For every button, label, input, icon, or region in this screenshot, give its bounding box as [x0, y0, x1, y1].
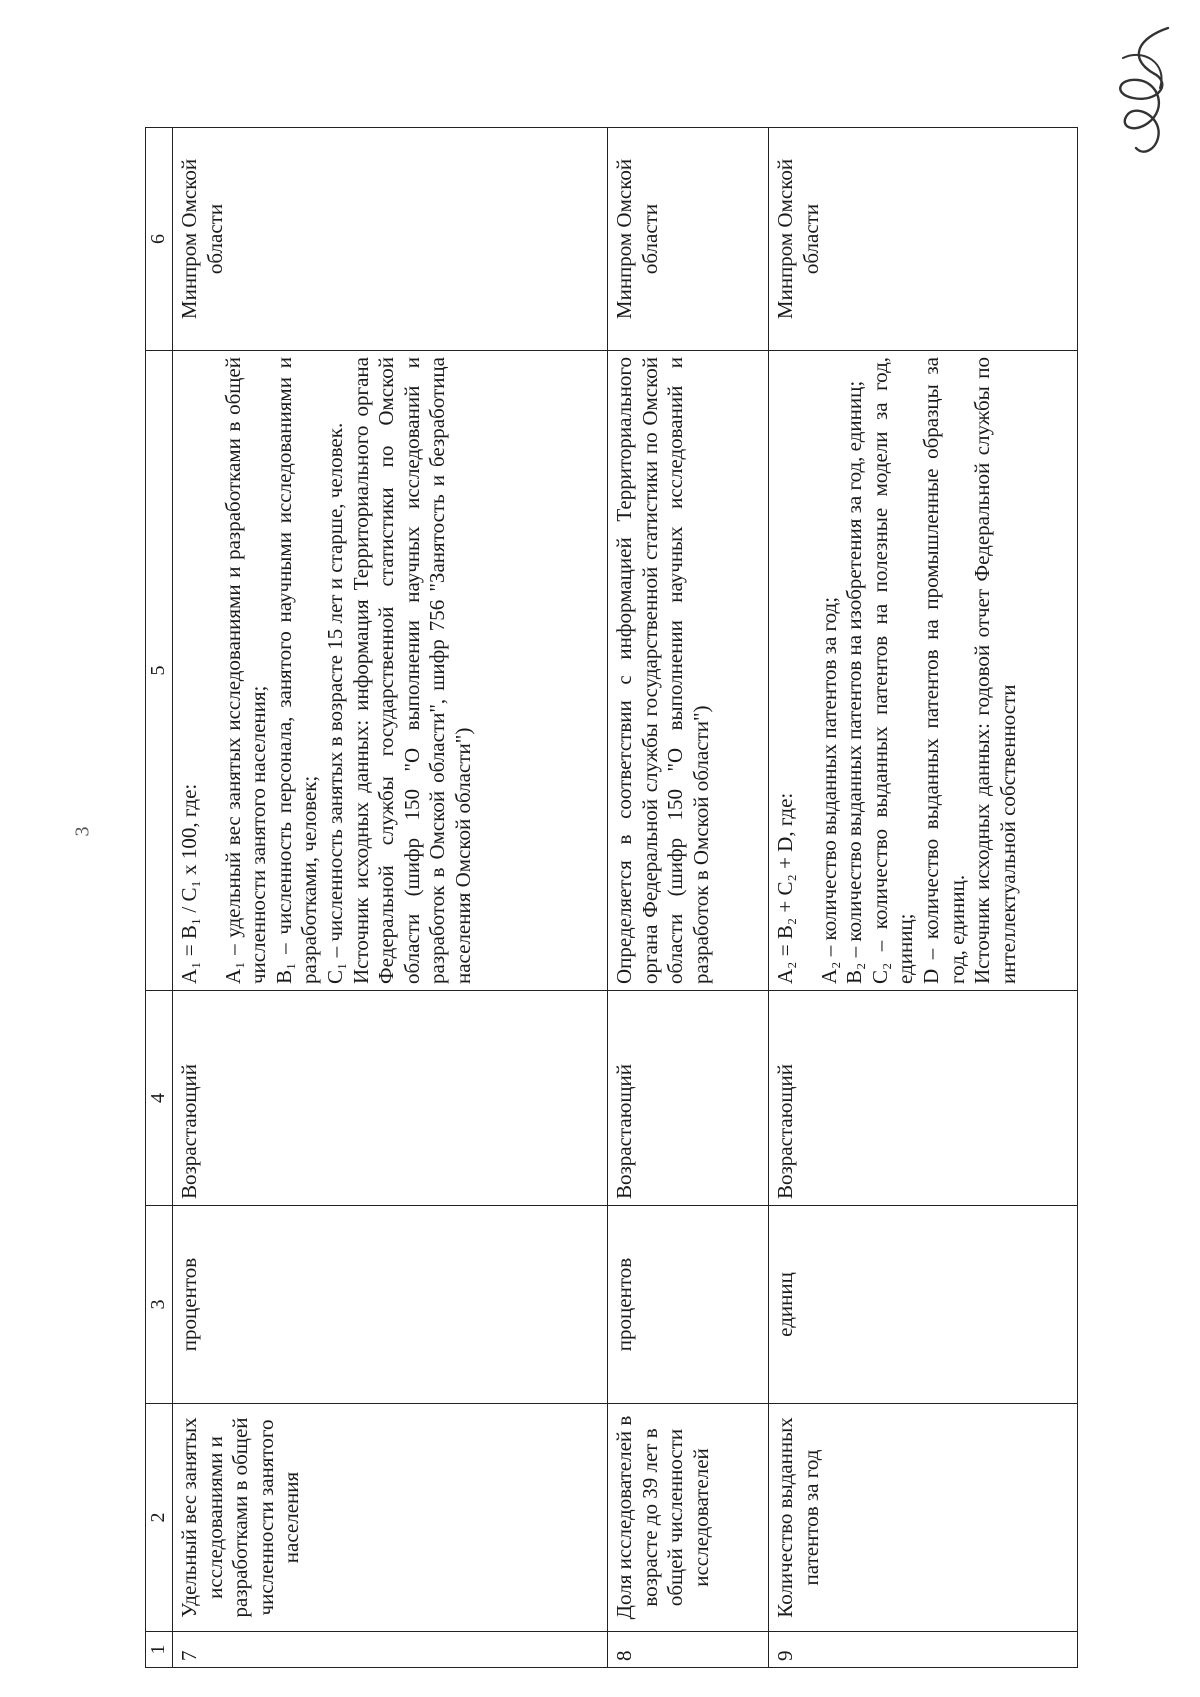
row-number: 7: [173, 1632, 608, 1668]
formula: A₁ = B₁ / C₁ x 100, где:: [177, 783, 201, 984]
definition: D – количество выданных патентов на промышленные образцы за год, единиц.: [919, 357, 969, 984]
indicator-name: Доля исследователей в возрасте до 39 лет в общей численности исследователей: [608, 1404, 769, 1632]
header-col-2: 2: [146, 1404, 173, 1632]
responsible-body: Минпром Омской области: [608, 128, 769, 351]
table-row: [173, 128, 608, 1668]
row-number: 9: [769, 1632, 1078, 1668]
header-col-6: 6: [146, 128, 173, 351]
definition: B₂ – количество выданных патентов на изобретения за год, единиц;: [842, 380, 867, 984]
header-col-1: 1: [146, 1632, 173, 1668]
definition: B₁ – численность персонала, занятого научными исследованиями и разработками, человек;: [271, 357, 322, 984]
header-col-4: 4: [146, 991, 173, 1206]
definition: C₂ – количество выданных патентов на полезные модели за год, единиц;: [867, 357, 918, 984]
header-col-5: 5: [146, 351, 173, 991]
direction: Возрастающий: [769, 991, 1078, 1206]
page-number: 3: [71, 826, 94, 837]
indicators-table: [145, 127, 1078, 1668]
calculation-method: [173, 351, 608, 991]
handwritten-signature: [1098, 18, 1190, 168]
indicator-name: Количество выданных патентов за год: [769, 1404, 1078, 1632]
responsible-body: Минпром Омской области: [769, 128, 1078, 351]
definition: Определяется в соответствии с информацией Территориального органа Федеральной службы государственной статистики по Омской области (шифр 150 "О выполнении научных исследований и разработок в Омской области"): [612, 357, 713, 984]
direction: Возрастающий: [608, 991, 769, 1206]
calculation-method: [608, 351, 769, 991]
data-source: Источник исходных данных: годовой отчет Федеральной службы по интеллектуальной собственности: [970, 357, 1020, 984]
data-source: Источник исходных данных: информация Территориального органа Федеральной службы государственной статистики по Омской области (шифр 150 "О выполнении научных исследований и разработок в Омской области", шифр 756 "Занятость и безработица населения Омской области"): [348, 357, 476, 984]
header-col-3: 3: [146, 1206, 173, 1404]
table-row: [608, 128, 769, 1668]
direction: Возрастающий: [173, 991, 608, 1206]
definition: A₂ – количество выданных патентов за год;: [816, 596, 841, 984]
unit: процентов: [608, 1206, 769, 1404]
unit: процентов: [173, 1206, 608, 1404]
responsible-body: Минпром Омской области: [173, 128, 608, 351]
indicator-name: Удельный вес занятых исследованиями и разработками в общей численности занятого населения: [173, 1404, 608, 1632]
unit: единиц: [769, 1206, 1078, 1404]
formula: A₂ = B₂ + C₂ + D, где:: [773, 792, 797, 984]
definition: A₁ – удельный вес занятых исследованиями и разработками в общей численности занятого населения;: [220, 357, 271, 984]
table-header-row: [146, 128, 173, 1668]
row-number: 8: [608, 1632, 769, 1668]
definition: C₁ – численность занятых в возрасте 15 лет и старше, человек.: [323, 422, 348, 984]
calculation-method: [769, 351, 1078, 991]
table-row: [769, 128, 1078, 1668]
